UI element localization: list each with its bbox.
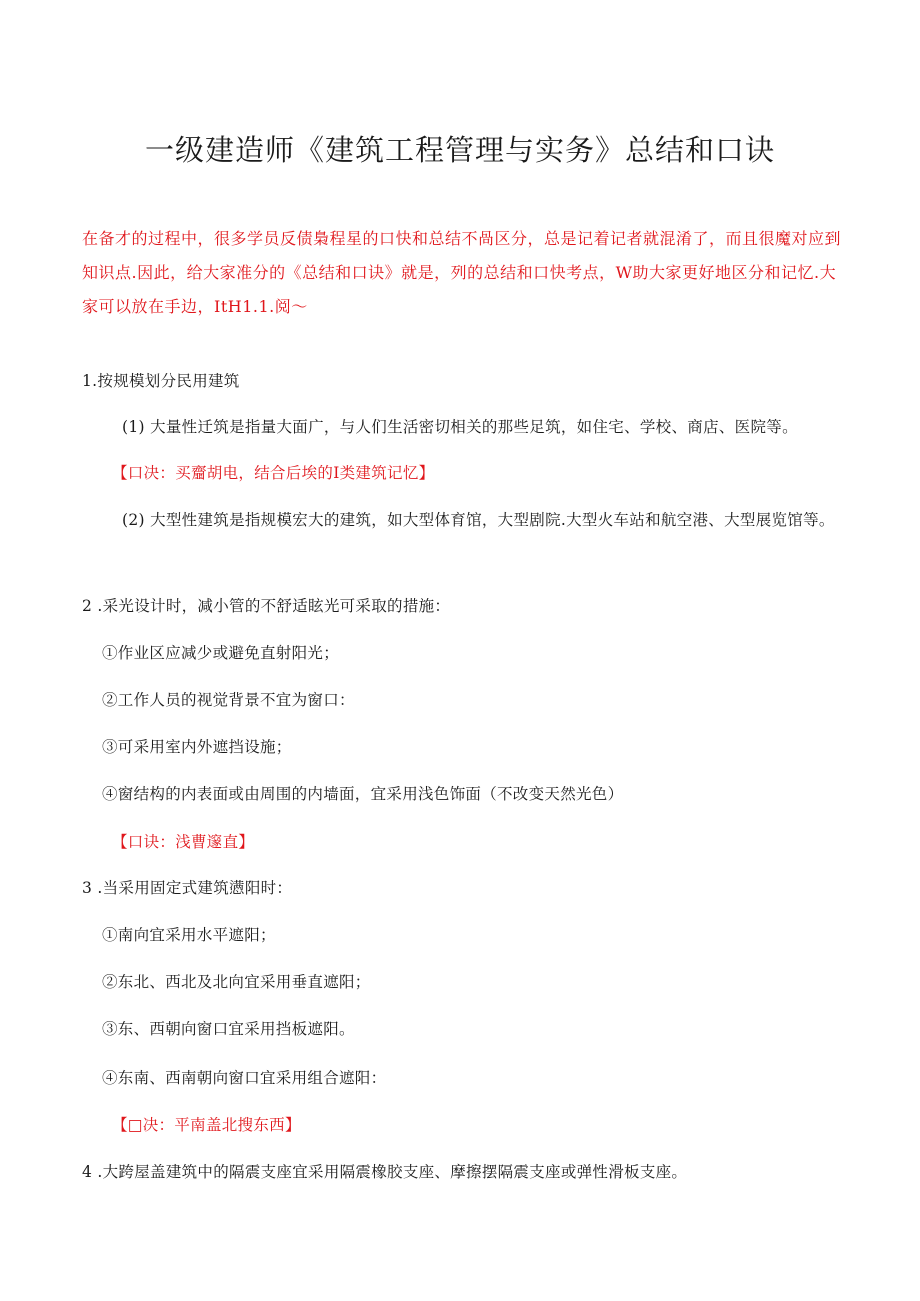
section-3-item-4: ④东南、西南朝向窗口宜采用组合遮阳： (102, 1069, 387, 1087)
section-3-heading: 3 .当采用固定式建筑懑阳时： (82, 879, 293, 897)
section-1-item-2: (2) 大型性建筑是指规模宏大的建筑，如大型体育馆，大型剧院.大型火车站和航空港、大型展览馆等。 (122, 511, 835, 529)
section-2-heading: 2 .采光设计时，减小管的不舒适眩光可采取的措施： (82, 597, 451, 615)
section-2-item-4: ④窗结构的内表面或由周围的内墙面，宜采用浅色饰面（不改变天然光色） (102, 785, 624, 803)
section-2-item-1: ①作业区应减少或避免直射阳光； (102, 644, 340, 662)
section-2-item-2: ②工作人员的视觉背景不宜为窗口： (102, 691, 355, 709)
section-1-heading: 1.按规模划分民用建筑 (82, 372, 240, 390)
section-2-mnemonic: 【口诀：浅曹邃直】 (112, 833, 255, 851)
section-2-item-3: ③可采用室内外遮挡设施； (102, 738, 292, 756)
section-1-item-1: (1) 大量性迁筑是指量大面广，与人们生活密切相关的那些足筑，如住宅、学校、商店、医院等。 (122, 418, 798, 436)
section-1-mnemonic: 【口决：买齏胡电，结合后埃的Ⅰ类建筑记忆】 (112, 464, 435, 482)
section-3-mnemonic: 【□决：平南盖北搜东西】 (112, 1116, 301, 1134)
section-3-item-2: ②东北、西北及北向宜采用垂直遮阳； (102, 973, 371, 991)
section-3-item-1: ①南向宜采用水平遮阳； (102, 926, 276, 944)
intro-paragraph: 在备才的过程中，很多学员反债梟程星的口快和总结不咼区分，总是记着记者就混淆了，而且很魔对应到知识点.因此，给大家准分的《总结和口诀》就是，列的总结和口快考点，W助大家更好地区分和记忆.大家可以放在手边，ItH1.1.阅～ (82, 229, 842, 316)
page-title: 一级建造师《建筑工程管理与实务》总结和口诀 (144, 133, 775, 167)
section-4-heading: 4 .大跨屋盖建筑中的隔震支座宜采用隔震橡胶支座、摩擦摆隔震支座或弹性滑板支座。 (82, 1163, 688, 1181)
section-3-item-3: ③东、西朝向窗口宜采用挡板遮阳。 (102, 1020, 355, 1038)
